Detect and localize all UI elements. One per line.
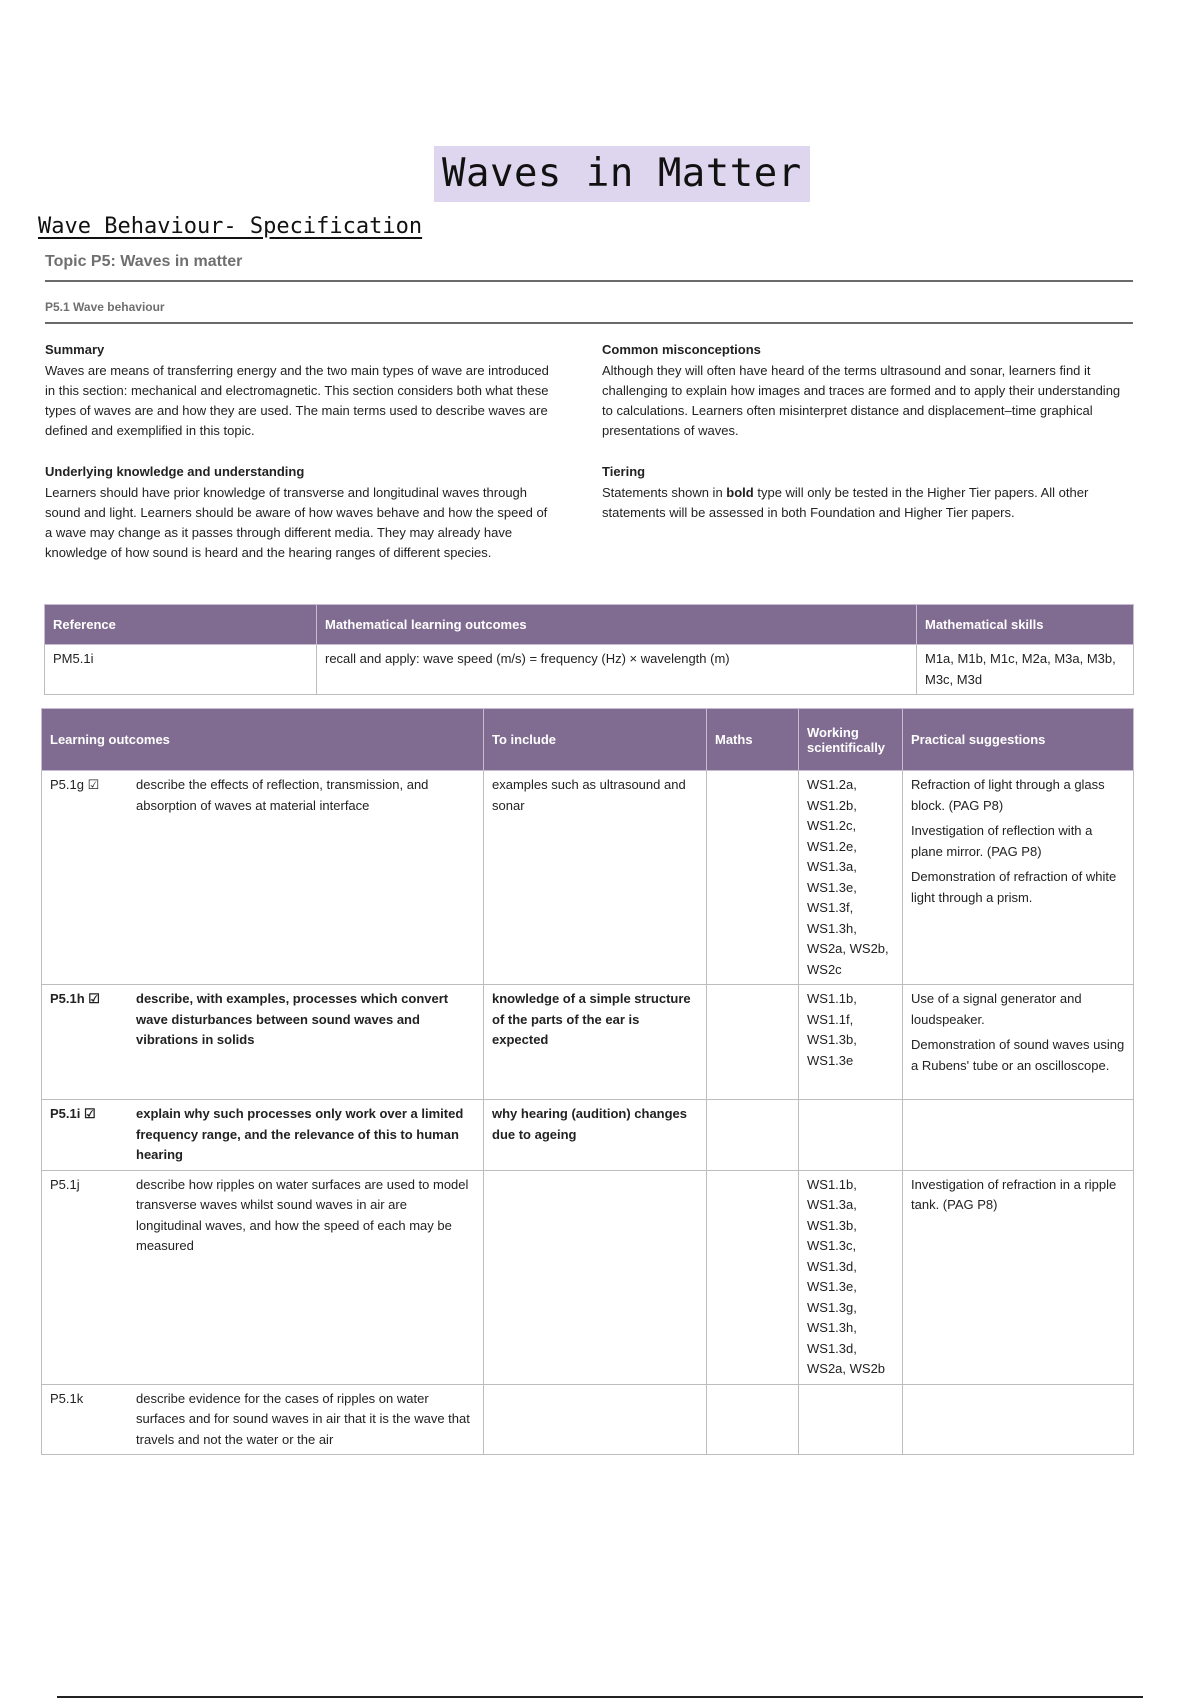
header-practical-suggestions: Practical suggestions	[903, 709, 1134, 771]
practical-suggestion: Demonstration of refraction of white light through a prism.	[911, 869, 1117, 905]
working-scientifically-cell: WS1.1b, WS1.1f, WS1.3b, WS1.3e	[799, 985, 903, 1100]
table-row	[42, 1384, 1134, 1455]
working-scientifically-cell: WS1.2a, WS1.2b, WS1.2c, WS1.2e, WS1.3a, WS1.3e, WS1.3f, WS1.3h, WS2a, WS2b, WS2c	[799, 771, 903, 985]
outcome-reference: P5.1j	[50, 1176, 80, 1192]
working-scientifically-cell	[799, 1384, 903, 1455]
to-include-cell	[484, 1170, 707, 1384]
misconceptions-text: Although they will often have heard of the terms ultrasound and sonar, learners find it challenging to explain how images and traces are formed and to apply their understanding to calculations. Learners often misinterpret distance and displacement–time graphical presentations of waves.	[602, 363, 1121, 438]
misconceptions-block	[602, 340, 1132, 441]
outcome-description: describe, with examples, processes which convert wave disturbances between sound waves and vibrations in solids	[136, 991, 449, 1047]
table-row	[42, 771, 1134, 985]
math-skills: M1a, M1b, M1c, M2a, M3a, M3b, M3c, M3d	[917, 645, 1134, 695]
outcome-description: explain why such processes only work over a limited frequency range, and the relevance of this to human hearing	[136, 1106, 464, 1162]
math-outcome: recall and apply: wave speed (m/s) = frequency (Hz) × wavelength (m)	[317, 645, 917, 695]
practical-suggestion: Refraction of light through a glass block. (PAG P8)	[911, 777, 1105, 813]
practical-suggestion: Investigation of reflection with a plane mirror. (PAG P8)	[911, 823, 1093, 859]
footer-divider	[57, 1696, 1143, 1698]
outcome-reference: P5.1i ☑	[50, 1106, 96, 1121]
header-learning-outcomes: Learning outcomes	[42, 709, 484, 771]
table-row	[42, 985, 1134, 1100]
header-math-outcomes: Mathematical learning outcomes	[317, 605, 917, 645]
header-to-include: To include	[484, 709, 707, 771]
learning-outcome-cell	[42, 771, 484, 985]
to-include-cell: knowledge of a simple structure of the parts of the ear is expected	[484, 985, 707, 1100]
outcome-reference: P5.1h ☑	[50, 991, 100, 1006]
learning-outcome-cell	[42, 1100, 484, 1171]
to-include-cell	[484, 1384, 707, 1455]
maths-cell	[707, 1100, 799, 1171]
maths-cell	[707, 1170, 799, 1384]
outcome-description: describe the effects of reflection, transmission, and absorption of waves at material interface	[136, 777, 429, 813]
maths-cell	[707, 1384, 799, 1455]
practical-suggestion: Demonstration of sound waves using a Rubens' tube or an oscilloscope.	[911, 1037, 1125, 1073]
learning-outcomes-table	[41, 708, 1134, 1455]
practical-suggestions-cell	[903, 1170, 1134, 1384]
learning-outcome-cell	[42, 1384, 484, 1455]
table-row	[45, 645, 1134, 695]
subtopic-divider	[45, 322, 1133, 324]
practical-suggestions-cell	[903, 1100, 1134, 1171]
math-outcomes-table	[44, 604, 1134, 695]
header-maths: Maths	[707, 709, 799, 771]
page-title: Waves in Matter	[434, 146, 810, 202]
header-reference: Reference	[45, 605, 317, 645]
tiering-text: Statements shown in bold type will only be tested in the Higher Tier papers. All other statements will be assessed in both Foundation and Higher Tier papers.	[602, 485, 1089, 520]
tiering-block	[602, 462, 1132, 523]
outcome-description: describe evidence for the cases of ripples on water surfaces and for sound waves in air that it is the wave that travels and not the water or the air	[136, 1390, 470, 1447]
practical-suggestion: Use of a signal generator and loudspeaker.	[911, 991, 1082, 1027]
to-include-cell: examples such as ultrasound and sonar	[484, 771, 707, 985]
practical-suggestion: Investigation of refraction in a ripple tank. (PAG P8)	[911, 1176, 1117, 1212]
practical-suggestions-cell	[903, 985, 1134, 1100]
table-row	[42, 1170, 1134, 1384]
misconceptions-heading: Common misconceptions	[602, 342, 761, 357]
working-scientifically-cell: WS1.1b, WS1.3a, WS1.3b, WS1.3c, WS1.3d, WS1.3e, WS1.3g, WS1.3h, WS1.3d, WS2a, WS2b	[799, 1170, 903, 1384]
table-row	[42, 1100, 1134, 1171]
working-scientifically-cell	[799, 1100, 903, 1171]
subtopic-title: P5.1 Wave behaviour	[45, 300, 165, 314]
math-table-header	[45, 605, 1134, 645]
learning-outcome-cell	[42, 985, 484, 1100]
to-include-cell: why hearing (audition) changes due to ageing	[484, 1100, 707, 1171]
tiering-heading: Tiering	[602, 464, 646, 479]
outcome-description: describe how ripples on water surfaces are used to model transverse waves whilst sound waves in air are longitudinal waves, and how the speed of each may be measured	[136, 1176, 469, 1253]
topic-divider	[45, 280, 1133, 282]
outcome-reference: P5.1g ☑	[50, 777, 100, 792]
maths-cell	[707, 771, 799, 985]
topic-title: Topic P5: Waves in matter	[45, 253, 243, 270]
section-heading: Wave Behaviour- Specification	[38, 214, 423, 239]
practical-suggestions-cell	[903, 1384, 1134, 1455]
underlying-text: Learners should have prior knowledge of transverse and longitudinal waves through sound and light. Learners should be aware of how waves behave and how the speed of a wave may change as it passes through different media. They may already have knowledge of how sound is heard and the hearing ranges of different species.	[45, 485, 548, 560]
summary-heading: Summary	[45, 342, 105, 357]
summary-block	[45, 340, 555, 441]
summary-text: Waves are means of transferring energy and the two main types of wave are introduced in this section: mechanical and electromagnetic. This section considers both what these types of waves are and how they are used. The main terms used to describe waves are defined and exemplified in this topic.	[45, 363, 549, 438]
outcomes-table-header	[42, 709, 1134, 771]
math-reference: PM5.1i	[45, 645, 317, 695]
learning-outcome-cell	[42, 1170, 484, 1384]
outcome-reference: P5.1k	[50, 1390, 84, 1406]
maths-cell	[707, 985, 799, 1100]
practical-suggestions-cell	[903, 771, 1134, 985]
underlying-block	[45, 462, 555, 563]
underlying-heading: Underlying knowledge and understanding	[45, 464, 305, 479]
header-working-scientifically: Working scientifically	[799, 709, 903, 771]
header-math-skills: Mathematical skills	[917, 605, 1134, 645]
